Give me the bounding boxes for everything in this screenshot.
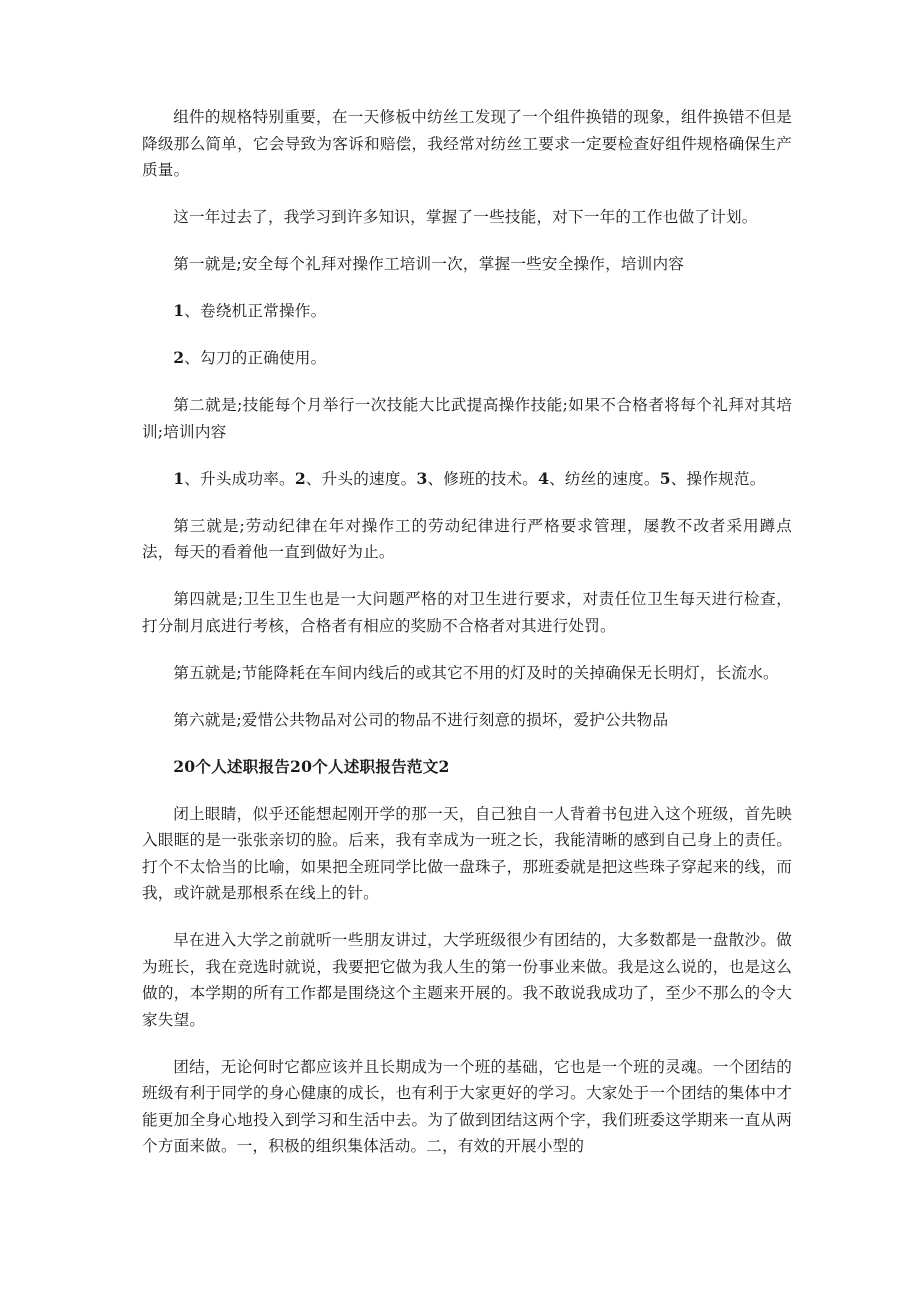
paragraph-fourth-hygiene: 第四就是;卫生卫生也是一大问题严格的对卫生进行要求，对责任位卫生每天进行检查，打分制月底进行考核，合格者有相应的奖励不合格者对其进行处罚。 — [142, 590, 792, 635]
paragraph-sixth-property: 第六就是;爱惜公共物品对公司的物品不进行刻意的损坏，爱护公共物品 — [173, 710, 669, 729]
paragraph-third-discipline: 第三就是;劳动纪律在年对操作工的劳动纪律进行严格要求管理，屡教不改者采用蹲点法，每天的看着他一直到做好为止。 — [142, 516, 792, 561]
item-number: 1 — [173, 301, 185, 320]
item-text: 、操作规范。 — [670, 469, 766, 488]
item-text: 、升头成功率。 — [184, 469, 295, 488]
item-number: 3 — [416, 468, 428, 488]
paragraph-fifth-energy: 第五就是;节能降耗在车间内线后的或其它不用的灯及时的关掉确保无长明灯，长流水。 — [173, 663, 779, 682]
item-number: 1 — [173, 468, 185, 488]
list-item — [142, 345, 792, 372]
item-number: 5 — [659, 468, 671, 488]
document-page — [142, 104, 792, 1180]
paragraph-second-skill: 第二就是;技能每个月举行一次技能大比武提高操作技能;如果不合格者将每个礼拜对其培训;培训内容 — [142, 396, 792, 441]
item-text: 、纺丝的速度。 — [549, 469, 660, 488]
item-number: 2 — [173, 348, 185, 367]
paragraph-component-spec: 组件的规格特别重要，在一天修板中纺丝工发现了一个组件换错的现象，组件换错不但是降级那么简单，它会导致为客诉和赔偿，我经常对纺丝工要求一定要检查好组件规格确保生产质量。 — [142, 108, 792, 179]
paragraph-first-safety: 第一就是;安全每个礼拜对操作工培训一次，掌握一些安全操作，培训内容 — [173, 255, 685, 273]
item-text: 、修班的技术。 — [427, 469, 539, 488]
paragraph-class-intro: 闭上眼睛，似乎还能想起刚开学的那一天，自己独自一人背着书包进入这个班级，首先映入眼眶的是一张张亲切的脸。后来，我有幸成为一班之长，我能清晰的感到自己身上的责任。打个不太恰当的比喻，如果把全班同学比做一盘珠子，那班委就是把这些珠子穿起来的线，而我，或许就是那根系在线上的针。 — [142, 804, 792, 902]
item-number: 2 — [294, 468, 306, 488]
item-number: 4 — [538, 468, 550, 488]
item-text: 、升头的速度。 — [305, 469, 417, 488]
paragraph-class-monitor: 早在进入大学之前就听一些朋友讲过，大学班级很少有团结的，大多数都是一盘散沙。做为班长，我在竞选时就说，我要把它做为我人生的第一份事业来做。我是这么说的，也是这么做的，本学期的所有工作都是围绕这个主题来开展的。我不敢说我成功了，至少不那么的令大家失望。 — [142, 931, 792, 1029]
section-heading: 20个人述职报告20个人述职报告范文2 — [173, 756, 450, 776]
paragraph-year-summary: 这一年过去了，我学习到许多知识，掌握了一些技能，对下一年的工作也做了计划。 — [173, 208, 758, 226]
paragraph-unity: 团结，无论何时它都应该并且长期成为一个班的基础，它也是一个班的灵魂。一个团结的班级有利于同学的身心健康的成长，也有利于大家更好的学习。大家处于一个团结的集体中才能更加全身心地投入到学习和生活中去。为了做到团结这两个字，我们班委这学期来一直从两个方面来做。一，积极的组织集体活动。二，有效的开展小型的 — [142, 1057, 792, 1155]
skill-items-line — [142, 466, 792, 493]
list-item — [142, 298, 792, 325]
item-text: 、卷绕机正常操作。 — [184, 302, 327, 320]
item-text: 、勾刀的正确使用。 — [184, 349, 327, 367]
